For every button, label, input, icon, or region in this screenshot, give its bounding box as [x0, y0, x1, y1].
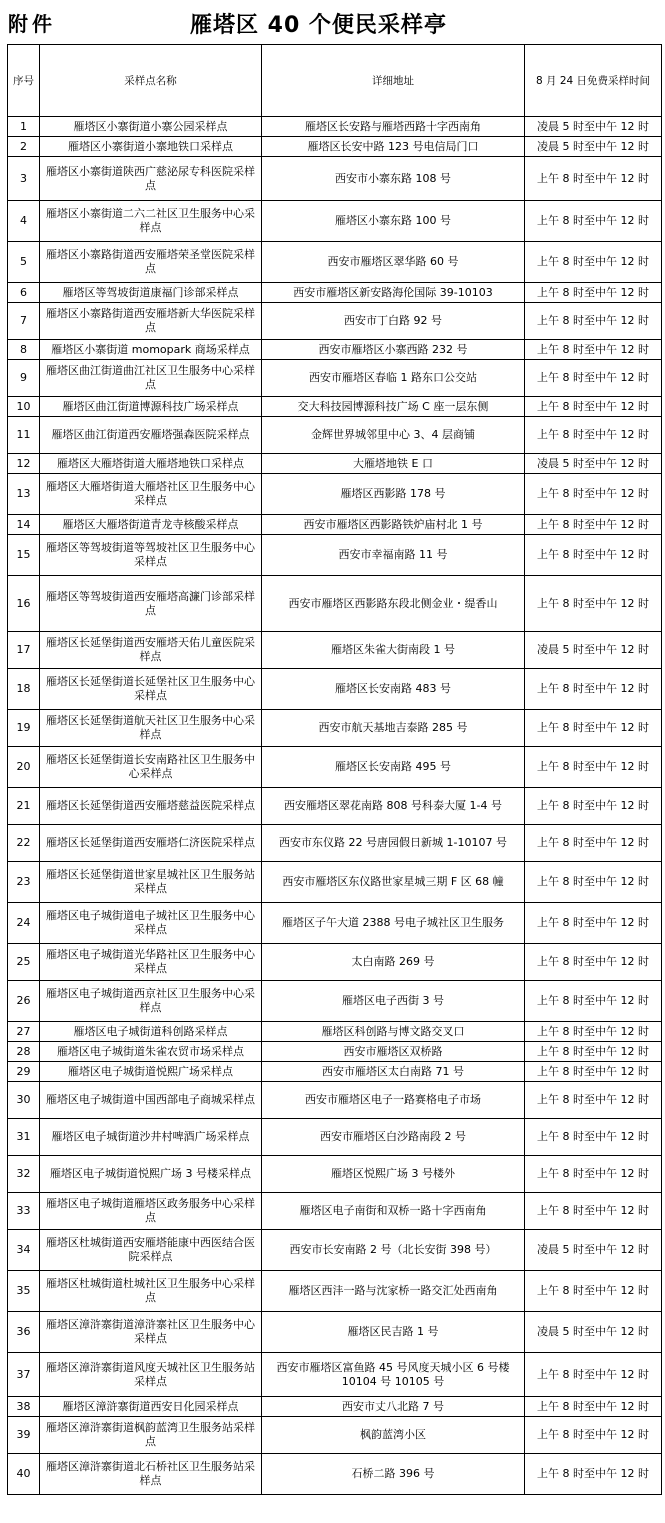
cell-address: 西安市航天基地吉泰路 285 号	[262, 710, 525, 747]
cell-sampling-time: 上午 8 时至中午 12 时	[525, 1042, 662, 1062]
cell-index: 12	[8, 454, 40, 474]
cell-sampling-time: 上午 8 时至中午 12 时	[525, 157, 662, 201]
cell-address: 雁塔区长安南路 483 号	[262, 669, 525, 710]
cell-index: 9	[8, 360, 40, 397]
cell-index: 2	[8, 137, 40, 157]
cell-address: 西安市雁塔区西影路铁炉庙村北 1 号	[262, 515, 525, 535]
table-row	[8, 1156, 662, 1193]
sampling-sites-table	[7, 44, 662, 1495]
cell-index: 8	[8, 340, 40, 360]
cell-site-name: 雁塔区电子城街道光华路社区卫生服务中心采样点	[40, 944, 262, 981]
cell-index: 17	[8, 632, 40, 669]
cell-sampling-time: 上午 8 时至中午 12 时	[525, 944, 662, 981]
cell-address: 西安市雁塔区太白南路 71 号	[262, 1062, 525, 1082]
cell-sampling-time: 上午 8 时至中午 12 时	[525, 1156, 662, 1193]
cell-site-name: 雁塔区杜城街道杜城社区卫生服务中心采样点	[40, 1271, 262, 1312]
cell-address: 石桥二路 396 号	[262, 1454, 525, 1495]
cell-site-name: 雁塔区小寨街道陕西广慈泌尿专科医院采样点	[40, 157, 262, 201]
cell-sampling-time: 上午 8 时至中午 12 时	[525, 1454, 662, 1495]
table-row	[8, 669, 662, 710]
cell-address: 西安市雁塔区东仪路世家星城三期 F 区 68 幢	[262, 862, 525, 903]
cell-site-name: 雁塔区大雁塔街道大雁塔社区卫生服务中心采样点	[40, 474, 262, 515]
cell-site-name: 雁塔区漳浒寨街道漳浒寨社区卫生服务中心采样点	[40, 1312, 262, 1353]
cell-address: 雁塔区长安中路 123 号电信局门口	[262, 137, 525, 157]
cell-address: 雁塔区西沣一路与沈家桥一路交汇处西南角	[262, 1271, 525, 1312]
cell-sampling-time: 上午 8 时至中午 12 时	[525, 340, 662, 360]
cell-sampling-time: 凌晨 5 时至中午 12 时	[525, 137, 662, 157]
table-row	[8, 1312, 662, 1353]
cell-address: 枫韵蓝湾小区	[262, 1417, 525, 1454]
cell-address: 西安市雁塔区白沙路南段 2 号	[262, 1119, 525, 1156]
cell-address: 西安市雁塔区新安路海伦国际 39-10103	[262, 283, 525, 303]
cell-index: 15	[8, 535, 40, 576]
cell-address: 西安市雁塔区小寨西路 232 号	[262, 340, 525, 360]
cell-sampling-time: 上午 8 时至中午 12 时	[525, 242, 662, 283]
cell-address: 西安市东仪路 22 号唐园假日新城 1-10107 号	[262, 825, 525, 862]
cell-sampling-time: 上午 8 时至中午 12 时	[525, 710, 662, 747]
cell-address: 西安市雁塔区春临 1 路东口公交站	[262, 360, 525, 397]
cell-address: 西安市雁塔区翠华路 60 号	[262, 242, 525, 283]
table-body	[8, 117, 662, 1495]
cell-sampling-time: 上午 8 时至中午 12 时	[525, 788, 662, 825]
cell-site-name: 雁塔区电子城街道朱雀农贸市场采样点	[40, 1042, 262, 1062]
cell-index: 19	[8, 710, 40, 747]
cell-site-name: 雁塔区等驾坡街道等驾坡社区卫生服务中心采样点	[40, 535, 262, 576]
table-row	[8, 303, 662, 340]
table-row	[8, 903, 662, 944]
cell-address: 西安市雁塔区富鱼路 45 号风度天城小区 6 号楼 10104 号 10105 号	[262, 1353, 525, 1397]
table-row	[8, 283, 662, 303]
cell-index: 16	[8, 576, 40, 632]
table-row	[8, 981, 662, 1022]
cell-address: 雁塔区子午大道 2388 号电子城社区卫生服务	[262, 903, 525, 944]
cell-site-name: 雁塔区漳浒寨街道北石桥社区卫生服务站采样点	[40, 1454, 262, 1495]
cell-index: 1	[8, 117, 40, 137]
cell-address: 西安市丈八北路 7 号	[262, 1397, 525, 1417]
cell-site-name: 雁塔区长延堡街道西安雁塔慈益医院采样点	[40, 788, 262, 825]
cell-sampling-time: 上午 8 时至中午 12 时	[525, 981, 662, 1022]
cell-site-name: 雁塔区电子城街道雁塔区政务服务中心采样点	[40, 1193, 262, 1230]
cell-index: 24	[8, 903, 40, 944]
cell-address: 雁塔区科创路与博文路交叉口	[262, 1022, 525, 1042]
table-row	[8, 1417, 662, 1454]
cell-sampling-time: 凌晨 5 时至中午 12 时	[525, 117, 662, 137]
cell-site-name: 雁塔区曲江街道博源科技广场采样点	[40, 397, 262, 417]
cell-sampling-time: 上午 8 时至中午 12 时	[525, 862, 662, 903]
cell-sampling-time: 凌晨 5 时至中午 12 时	[525, 1230, 662, 1271]
header-address: 详细地址	[262, 45, 525, 117]
table-row	[8, 1397, 662, 1417]
cell-address: 西安市雁塔区电子一路赛格电子市场	[262, 1082, 525, 1119]
cell-site-name: 雁塔区等驾坡街道康福门诊部采样点	[40, 283, 262, 303]
table-row	[8, 862, 662, 903]
cell-address: 西安市雁塔区双桥路	[262, 1042, 525, 1062]
cell-index: 28	[8, 1042, 40, 1062]
cell-sampling-time: 上午 8 时至中午 12 时	[525, 303, 662, 340]
cell-site-name: 雁塔区电子城街道悦熙广场 3 号楼采样点	[40, 1156, 262, 1193]
cell-site-name: 雁塔区杜城街道西安雁塔能康中西医结合医院采样点	[40, 1230, 262, 1271]
cell-index: 39	[8, 1417, 40, 1454]
table-row	[8, 515, 662, 535]
cell-index: 37	[8, 1353, 40, 1397]
cell-sampling-time: 上午 8 时至中午 12 时	[525, 283, 662, 303]
cell-sampling-time: 凌晨 5 时至中午 12 时	[525, 1312, 662, 1353]
table-row	[8, 201, 662, 242]
table-row	[8, 137, 662, 157]
table-row	[8, 157, 662, 201]
cell-site-name: 雁塔区小寨路街道西安雁塔荣圣堂医院采样点	[40, 242, 262, 283]
cell-site-name: 雁塔区长延堡街道长延堡社区卫生服务中心采样点	[40, 669, 262, 710]
cell-address: 雁塔区长安路与雁塔西路十字西南角	[262, 117, 525, 137]
cell-address: 雁塔区电子南街和双桥一路十字西南角	[262, 1193, 525, 1230]
cell-address: 金辉世界城邻里中心 3、4 层商铺	[262, 417, 525, 454]
table-header-row	[8, 45, 662, 117]
table-row	[8, 360, 662, 397]
table-row	[8, 397, 662, 417]
table-row	[8, 1082, 662, 1119]
cell-site-name: 雁塔区电子城街道科创路采样点	[40, 1022, 262, 1042]
cell-site-name: 雁塔区曲江街道西安雁塔强森医院采样点	[40, 417, 262, 454]
header-index: 序号	[8, 45, 40, 117]
cell-sampling-time: 上午 8 时至中午 12 时	[525, 360, 662, 397]
cell-address: 雁塔区悦熙广场 3 号楼外	[262, 1156, 525, 1193]
cell-index: 36	[8, 1312, 40, 1353]
table-row	[8, 576, 662, 632]
table-row	[8, 825, 662, 862]
table-row	[8, 1193, 662, 1230]
cell-sampling-time: 上午 8 时至中午 12 时	[525, 825, 662, 862]
table-row	[8, 710, 662, 747]
table-row	[8, 747, 662, 788]
cell-sampling-time: 上午 8 时至中午 12 时	[525, 1397, 662, 1417]
cell-sampling-time: 凌晨 5 时至中午 12 时	[525, 632, 662, 669]
cell-sampling-time: 上午 8 时至中午 12 时	[525, 397, 662, 417]
cell-address: 雁塔区西影路 178 号	[262, 474, 525, 515]
table-row	[8, 417, 662, 454]
cell-address: 交大科技园博源科技广场 C 座一层东侧	[262, 397, 525, 417]
cell-index: 31	[8, 1119, 40, 1156]
cell-sampling-time: 上午 8 时至中午 12 时	[525, 576, 662, 632]
table-row	[8, 1022, 662, 1042]
cell-index: 13	[8, 474, 40, 515]
cell-sampling-time: 上午 8 时至中午 12 时	[525, 903, 662, 944]
cell-index: 22	[8, 825, 40, 862]
cell-site-name: 雁塔区小寨街道 momopark 商场采样点	[40, 340, 262, 360]
cell-sampling-time: 上午 8 时至中午 12 时	[525, 515, 662, 535]
cell-site-name: 雁塔区长延堡街道西安雁塔仁济医院采样点	[40, 825, 262, 862]
cell-address: 雁塔区长安南路 495 号	[262, 747, 525, 788]
table-row	[8, 632, 662, 669]
cell-site-name: 雁塔区长延堡街道航天社区卫生服务中心采样点	[40, 710, 262, 747]
cell-sampling-time: 上午 8 时至中午 12 时	[525, 474, 662, 515]
cell-index: 38	[8, 1397, 40, 1417]
cell-address: 雁塔区小寨东路 100 号	[262, 201, 525, 242]
cell-site-name: 雁塔区电子城街道中国西部电子商城采样点	[40, 1082, 262, 1119]
cell-sampling-time: 上午 8 时至中午 12 时	[525, 1082, 662, 1119]
cell-address: 西安雁塔区翠花南路 808 号科泰大厦 1-4 号	[262, 788, 525, 825]
cell-sampling-time: 上午 8 时至中午 12 时	[525, 535, 662, 576]
cell-sampling-time: 上午 8 时至中午 12 时	[525, 201, 662, 242]
cell-sampling-time: 上午 8 时至中午 12 时	[525, 417, 662, 454]
cell-address: 西安市雁塔区西影路东段北侧金业・缇香山	[262, 576, 525, 632]
cell-sampling-time: 上午 8 时至中午 12 时	[525, 747, 662, 788]
table-row	[8, 1271, 662, 1312]
cell-address: 雁塔区民吉路 1 号	[262, 1312, 525, 1353]
cell-site-name: 雁塔区漳浒寨街道风度天城社区卫生服务站采样点	[40, 1353, 262, 1397]
table-row	[8, 1454, 662, 1495]
cell-index: 33	[8, 1193, 40, 1230]
document-header	[0, 0, 665, 46]
table-row	[8, 1062, 662, 1082]
cell-site-name: 雁塔区大雁塔街道大雁塔地铁口采样点	[40, 454, 262, 474]
cell-sampling-time: 凌晨 5 时至中午 12 时	[525, 454, 662, 474]
cell-index: 10	[8, 397, 40, 417]
cell-site-name: 雁塔区小寨路街道西安雁塔新大华医院采样点	[40, 303, 262, 340]
cell-address: 西安市小寨东路 108 号	[262, 157, 525, 201]
cell-site-name: 雁塔区小寨街道小寨公园采样点	[40, 117, 262, 137]
cell-sampling-time: 上午 8 时至中午 12 时	[525, 1119, 662, 1156]
cell-address: 西安市幸福南路 11 号	[262, 535, 525, 576]
cell-address: 大雁塔地铁 E 口	[262, 454, 525, 474]
table-row	[8, 474, 662, 515]
page-title: 雁塔区 40 个便民采样亭	[190, 13, 447, 38]
table-row	[8, 340, 662, 360]
cell-index: 20	[8, 747, 40, 788]
cell-index: 23	[8, 862, 40, 903]
cell-index: 6	[8, 283, 40, 303]
table-row	[8, 117, 662, 137]
cell-index: 27	[8, 1022, 40, 1042]
cell-sampling-time: 上午 8 时至中午 12 时	[525, 1022, 662, 1042]
cell-sampling-time: 上午 8 时至中午 12 时	[525, 1193, 662, 1230]
table-row	[8, 788, 662, 825]
cell-site-name: 雁塔区小寨街道二六二社区卫生服务中心采样点	[40, 201, 262, 242]
cell-index: 40	[8, 1454, 40, 1495]
cell-index: 3	[8, 157, 40, 201]
cell-index: 5	[8, 242, 40, 283]
table-row	[8, 1353, 662, 1397]
cell-index: 32	[8, 1156, 40, 1193]
table-row	[8, 1230, 662, 1271]
cell-index: 29	[8, 1062, 40, 1082]
cell-address: 太白南路 269 号	[262, 944, 525, 981]
cell-index: 7	[8, 303, 40, 340]
cell-address: 雁塔区朱雀大街南段 1 号	[262, 632, 525, 669]
cell-index: 35	[8, 1271, 40, 1312]
table-row	[8, 454, 662, 474]
cell-sampling-time: 上午 8 时至中午 12 时	[525, 669, 662, 710]
cell-address: 西安市丁白路 92 号	[262, 303, 525, 340]
cell-sampling-time: 上午 8 时至中午 12 时	[525, 1353, 662, 1397]
table-row	[8, 535, 662, 576]
cell-index: 30	[8, 1082, 40, 1119]
cell-index: 25	[8, 944, 40, 981]
table-row	[8, 1042, 662, 1062]
cell-site-name: 雁塔区电子城街道悦熙广场采样点	[40, 1062, 262, 1082]
table-row	[8, 944, 662, 981]
cell-address: 西安市长安南路 2 号（北长安街 398 号）	[262, 1230, 525, 1271]
cell-site-name: 雁塔区小寨街道小寨地铁口采样点	[40, 137, 262, 157]
table-row	[8, 242, 662, 283]
cell-site-name: 雁塔区漳浒寨街道枫韵蓝湾卫生服务站采样点	[40, 1417, 262, 1454]
cell-site-name: 雁塔区电子城街道西京社区卫生服务中心采样点	[40, 981, 262, 1022]
cell-address: 雁塔区电子西街 3 号	[262, 981, 525, 1022]
cell-site-name: 雁塔区大雁塔街道青龙寺核酸采样点	[40, 515, 262, 535]
cell-site-name: 雁塔区曲江街道曲江社区卫生服务中心采样点	[40, 360, 262, 397]
cell-site-name: 雁塔区长延堡街道世家星城社区卫生服务站采样点	[40, 862, 262, 903]
cell-site-name: 雁塔区长延堡街道西安雁塔天佑儿童医院采样点	[40, 632, 262, 669]
cell-sampling-time: 上午 8 时至中午 12 时	[525, 1062, 662, 1082]
cell-site-name: 雁塔区漳浒寨街道西安日化园采样点	[40, 1397, 262, 1417]
cell-index: 18	[8, 669, 40, 710]
cell-site-name: 雁塔区电子城街道沙井村啤酒广场采样点	[40, 1119, 262, 1156]
cell-sampling-time: 上午 8 时至中午 12 时	[525, 1417, 662, 1454]
table-row	[8, 1119, 662, 1156]
cell-site-name: 雁塔区电子城街道电子城社区卫生服务中心采样点	[40, 903, 262, 944]
cell-sampling-time: 上午 8 时至中午 12 时	[525, 1271, 662, 1312]
cell-site-name: 雁塔区等驾坡街道西安雁塔高濂门诊部采样点	[40, 576, 262, 632]
cell-index: 4	[8, 201, 40, 242]
cell-index: 11	[8, 417, 40, 454]
cell-index: 34	[8, 1230, 40, 1271]
header-sampling-time: 8 月 24 日免费采样时间	[525, 45, 662, 117]
cell-site-name: 雁塔区长延堡街道长安南路社区卫生服务中心采样点	[40, 747, 262, 788]
attachment-label: 附件	[8, 12, 56, 36]
cell-index: 21	[8, 788, 40, 825]
header-site-name: 采样点名称	[40, 45, 262, 117]
cell-index: 26	[8, 981, 40, 1022]
cell-index: 14	[8, 515, 40, 535]
